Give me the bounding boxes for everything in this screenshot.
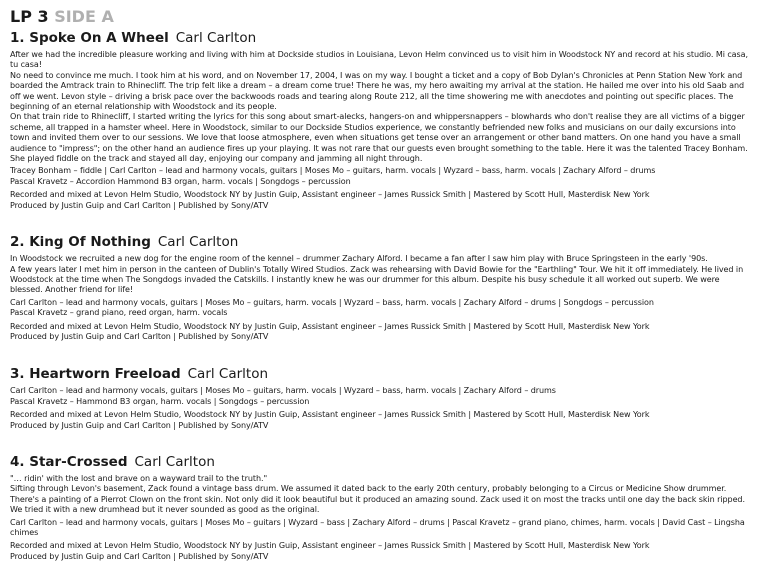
track-title: 4. Star-Crossed: [10, 453, 128, 470]
track-heading: [10, 366, 750, 382]
recording-credits: [10, 410, 750, 431]
track-1: [10, 30, 750, 211]
track-heading: [10, 454, 750, 470]
producer-line: Produced by Justin Guip and Carl Carlton | Published by Sony/ATV: [10, 200, 269, 210]
track-note-paragraph: No need to convince me much. I took him at his word, and on November 17, 2004, I was on my way. I bought a ticket and a copy of Bob Dylan's Chronicles at Penn Station New York and boarded the Amtrack train to Rhinecliff. The trip felt like a dream – a dream come true! There he was, my hero awaiting my arrival at the station. He hailed me over into his old Saab and off we went. Levon style – driving a brisk pace over the backwoods roads and tearing along Route 212, all the time showering me with anecdotes and pointing out specific places. The beginning of an eternal relationship with Woodstock and its people.: [10, 70, 745, 112]
track-artist: Carl Carlton: [157, 234, 239, 251]
track-heading: [10, 234, 750, 250]
side-label: SIDE A: [54, 7, 114, 26]
track-title: 1. Spoke On A Wheel: [10, 30, 169, 46]
musician-credits: [10, 518, 750, 539]
credit-line: Pascal Kravetz – grand piano, reed organ, harm. vocals: [10, 308, 228, 318]
track-artist: Carl Carlton: [134, 453, 215, 470]
track-title: 3. Heartworn Freeload: [10, 366, 181, 383]
credit-line: Carl Carlton – lead and harmony vocals, guitars | Moses Mo – guitars | Wyzard – bass | Zachary Alford – drums | Pascal Kravetz – grand piano, chimes, harm. vocals | David Cast – Lingsha chimes: [10, 517, 745, 537]
producer-line: Produced by Justin Guip and Carl Carlton | Published by Sony/ATV: [10, 331, 269, 341]
producer-line: Produced by Justin Guip and Carl Carlton | Published by Sony/ATV: [10, 551, 269, 561]
recording-credits: [10, 190, 750, 211]
lp-label: LP 3: [10, 7, 49, 26]
musician-credits: [10, 298, 750, 319]
track-note-paragraph: Sifting through Levon's basement, Zack found a vintage bass drum. We assumed it dated back to the early 20th century, probably belonging to a Circus or Medicine Show drummer. There's a painting of a Pierrot Clown on the front skin. Not only did it look beautiful but it produced an amazing sound. Zack used it on most the tracks until one day the back skin ripped. We tried it with a new drumhead but it never sounded as good as the original.: [10, 484, 745, 515]
track-2: [10, 234, 750, 342]
spacer: [10, 211, 750, 234]
track-4: [10, 454, 750, 562]
musician-credits: [10, 166, 750, 187]
recording-credits: [10, 541, 750, 562]
lp-side-heading: [10, 8, 750, 26]
credit-line: Carl Carlton – lead and harmony vocals, guitars | Moses Mo – guitars, harm. vocals | Wyzard – bass, harm. vocals | Zachary Alford – drums: [10, 386, 556, 396]
recording-credits: [10, 322, 750, 343]
recording-line: Recorded and mixed at Levon Helm Studio, Woodstock NY by Justin Guip, Assistant engineer – James Russick Smith | Mastered by Scott Hull, Masterdisk New York: [10, 410, 650, 420]
track-3: [10, 366, 750, 431]
recording-line: Recorded and mixed at Levon Helm Studio, Woodstock NY by Justin Guip, Assistant engineer – James Russick Smith | Mastered by Scott Hull, Masterdisk New York: [10, 321, 650, 331]
recording-line: Recorded and mixed at Levon Helm Studio, Woodstock NY by Justin Guip, Assistant engineer – James Russick Smith | Mastered by Scott Hull, Masterdisk New York: [10, 541, 650, 551]
credit-line: Pascal Kravetz – Hammond B3 organ, harm. vocals | Songdogs – percussion: [10, 396, 310, 406]
credit-line: Tracey Bonham – fiddle | Carl Carlton – lead and harmony vocals, guitars | Moses Mo – guitars, harm. vocals | Wyzard – bass, harm. vocals | Zachary Alford – drums: [10, 166, 656, 176]
track-note-paragraph: After we had the incredible pleasure working and living with him at Dockside studios in Louisiana, Levon Helm convinced us to visit him in Woodstock NY and record at his studio. Mi casa, tu casa!: [10, 50, 748, 70]
track-quote: "… ridin' with the lost and brave on a wayward trail to the truth.": [10, 473, 268, 483]
track-note-paragraph: On that train ride to Rhinecliff, I started writing the lyrics for this song about smart-alecks, hangers-on and whippersnappers – blowhards who don't realise they are all victims of a bigger scheme, all trapped in a hamster wheel. Here in Woodstock, similar to our Dockside Studios experience, we constantly befriended new folks and musicians on our daily excursions into town and invited them over to our sessions. We love that loose atmosphere, even when situations get tense over an arrangement or other band matters. On one hand you have a small audience to "impress"; on the other hand an audience fires up your playing. It was not rare that our guests even brought something to the table. Here it was the talented Tracey Bonham. She played fiddle on the track and stayed all day, enjoying our company and jamming all night through.: [10, 112, 748, 164]
track-note-paragraph: In Woodstock we recruited a new dog for the engine room of the kennel – drummer Zachary Alford. I became a fan after I saw him play with Bruce Springsteen in the early '90s.: [10, 254, 708, 264]
spacer: [10, 431, 750, 454]
track-artist: Carl Carlton: [187, 366, 269, 383]
spacer: [10, 342, 750, 366]
producer-line: Produced by Justin Guip and Carl Carlton | Published by Sony/ATV: [10, 420, 269, 430]
credit-line: Pascal Kravetz – Accordion Hammond B3 organ, harm. vocals | Songdogs – percussion: [10, 176, 351, 186]
recording-line: Recorded and mixed at Levon Helm Studio, Woodstock NY by Justin Guip, Assistant engineer – James Russick Smith | Mastered by Scott Hull, Masterdisk New York: [10, 190, 650, 200]
track-title: 2. King Of Nothing: [10, 234, 151, 251]
track-note-paragraph: A few years later I met him in person in the canteen of Dublin's Totally Wired Studios. Zack was rehearsing with David Bowie for the "Earthling" Tour. We hit it off immediately. He lived in Woodstock at the time when The Songdogs invaded the Catskills. I instantly knew he was our drummer for this album. Despite his busy schedule it all worked out superb. We were blessed. Another friend for life!: [10, 264, 744, 295]
credit-line: Carl Carlton – lead and harmony vocals, guitars | Moses Mo – guitars, harm. vocals | Wyzard – bass, harm. vocals | Zachary Alford – drums | Songdogs – percussion: [10, 297, 654, 307]
track-heading: [10, 30, 750, 46]
track-artist: Carl Carlton: [175, 30, 257, 46]
musician-credits: [10, 386, 750, 407]
